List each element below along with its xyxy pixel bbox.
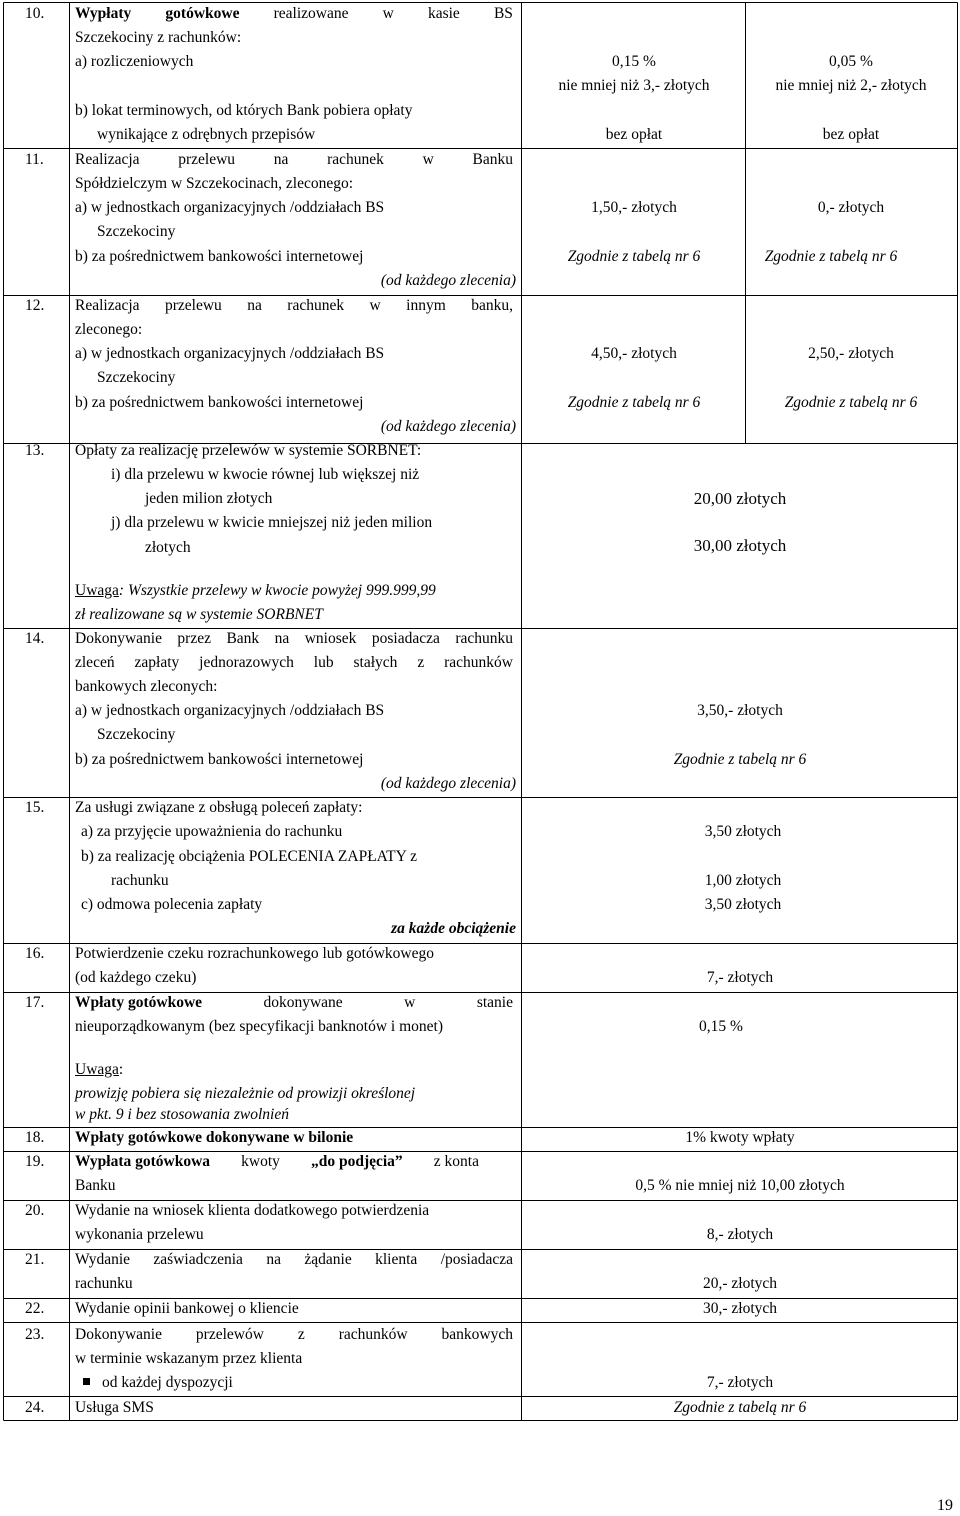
row-number: 12. [25,297,45,314]
fee: 7,- złotych [706,1374,774,1391]
fee: 1,00 złotych [704,872,782,889]
row-number: 11. [25,151,44,168]
note-text: : Wszystkie przelewy w kwocie powyżej 999.999,99 [118,582,436,599]
row-title-line [75,994,513,1012]
row-note-cont: zł realizowane są w systemie SORBNET [75,606,323,623]
row-title-line: rachunku [75,1275,133,1292]
row-title-line: Wpłaty gotówkowe dokonywane w bilonie [75,1129,354,1146]
word: BS [493,5,513,22]
row-number: 14. [25,630,45,647]
fee: 0,15 % [699,1018,743,1035]
row-number: 19. [25,1153,45,1170]
row-title-line: Szczekociny z rachunków: [75,29,242,46]
row-note [75,1061,123,1079]
row-note [75,582,436,600]
item-b: b) za pośrednictwem bankowości internetowej [75,394,364,411]
row-number: 21. [25,1251,45,1268]
row-title-line: nieuporządkowanym (bez specyfikacji banknotów i monet) [75,1018,444,1035]
fee-col1: 0,15 % [612,53,656,70]
item-b: b) za pośrednictwem bankowości internetowej [75,751,364,768]
fee-col1: 1,50,- złotych [591,199,677,216]
fee-col2: nie mniej niż 2,- złotych [775,77,927,94]
row-title-line: Wydanie opinii bankowej o kliencie [75,1300,299,1317]
row-title-line: Opłaty za realizację przelewów w systemie SORBNET: [75,442,422,459]
bullet-text: od każdej dyspozycji [102,1374,233,1391]
row-title-line: wykonania przelewu [75,1226,204,1243]
item-a-cont: Szczekociny [97,223,176,240]
fee-col2: 0,- złotych [817,199,885,216]
fee-col1: bez opłat [605,126,663,143]
fee-col1: nie mniej niż 3,- złotych [558,77,710,94]
fee-table [3,2,958,1421]
row-note: (od każdego zlecenia) [380,272,516,289]
note-colon: : [118,1061,124,1078]
fee-col2: bez opłat [822,126,880,143]
word: gotówkowe [165,5,240,22]
item-a: a) w jednostkach organizacyjnych /oddziałach BS [75,345,385,362]
row-title-line: bankowych zleconych: [75,678,218,695]
row-note: (od każdego zlecenia) [380,418,516,435]
word: Wypłaty [75,5,132,22]
fee: Zgodnie z tabelą nr 6 [673,1399,807,1416]
phrase: z konta [433,1153,479,1170]
fee-col2: 2,50,- złotych [808,345,894,362]
row-title-line: Potwierdzenie czeku rozrachunkowego lub gotówkowego [75,945,434,962]
word: stanie [476,994,513,1011]
row-number: 10. [25,5,45,22]
fee-col1: 4,50,- złotych [591,345,677,362]
fee-col2: Zgodnie z tabelą nr 6 [784,394,918,411]
phrase: „do podjęcia” [310,1153,403,1170]
row-number: 18. [25,1129,45,1146]
row-title-line [75,1153,479,1171]
row-number: 16. [25,945,45,962]
fee: 30,- złotych [702,1300,778,1317]
row-number: 22. [25,1300,45,1317]
row-number: 15. [25,799,45,816]
row-title-line: w terminie wskazanym przez klienta [75,1350,303,1367]
row-number: 13. [25,442,45,459]
item-a: a) rozliczeniowych [75,53,194,70]
word: dokonywane [263,994,343,1011]
row-title-line: Banku [75,1177,116,1194]
item-a-cont: Szczekociny [97,369,176,386]
row-title-line [75,5,513,23]
item-b: b) lokat terminowych, od których Bank pobiera opłaty [75,102,413,119]
item-a: a) w jednostkach organizacyjnych /oddziałach BS [75,702,385,719]
row-number: 23. [25,1326,45,1343]
row-title-line: Za usługi związane z obsługą poleceń zapłaty: [75,799,363,816]
item-b-cont: wynikające z odrębnych przepisów [97,126,316,143]
fee-col1: Zgodnie z tabelą nr 6 [567,394,701,411]
item-i-cont: jeden milion złotych [145,490,273,507]
item-j-cont: złotych [145,539,191,556]
note-label: Uwaga [75,582,119,599]
fee: 0,5 % nie mniej niż 10,00 złotych [635,1177,845,1194]
item-b: b) za pośrednictwem bankowości internetowej [75,248,364,265]
row-title-line: (od każdego czeku) [75,969,197,986]
fee: 1% kwoty wpłaty [685,1129,795,1146]
row-title-line: Wydanie zaświadczenia na żądanie klienta /posiadacza [75,1251,513,1268]
word: w [382,5,394,22]
item-a: a) w jednostkach organizacyjnych /oddziałach BS [75,199,385,216]
note-label: Uwaga [75,1061,119,1078]
row-note: za każde obciążenie [391,920,516,937]
row-title-line: Wydanie na wniosek klienta dodatkowego potwierdzenia [75,1202,430,1219]
word: w [404,994,416,1011]
page-number: 19 [937,1497,953,1514]
phrase: Wypłata gotówkowa [75,1153,211,1170]
item-a: a) za przyjęcie upoważnienia do rachunku [81,823,343,840]
row-title-line: Realizacja przelewu na rachunek w Banku [75,151,513,168]
row-title-line: Spółdzielczym w Szczekocinach, zleconego: [75,175,354,192]
item-j: j) dla przelewu w kwicie mniejszej niż jeden milion [111,514,433,531]
row-number: 24. [25,1399,45,1416]
phrase: Wpłaty gotówkowe [75,994,203,1011]
row-note: (od każdego zlecenia) [380,775,516,792]
fee: 3,50 złotych [704,823,782,840]
bullet-icon [83,1378,90,1385]
fee: 3,50,- złotych [697,702,783,719]
row-number: 17. [25,994,45,1011]
fee: 30,00 złotych [693,536,787,555]
item-i: i) dla przelewu w kwocie równej lub większej niż [111,466,420,483]
word: kwoty [241,1153,280,1170]
fee: 8,- złotych [706,1226,774,1243]
bullet-item [83,1374,233,1392]
row-title-line: zleceń zapłaty jednorazowych lub stałych z rachunków [75,654,513,671]
fee: 7,- złotych [706,969,774,986]
fee: 20,00 złotych [693,489,787,508]
row-title-line: Dokonywanie przelewów z rachunków bankowych [75,1326,513,1343]
item-b: b) za realizację obciążenia POLECENIA ZAPŁATY z [81,848,417,865]
row-title-line: zleconego: [75,321,143,338]
fee-col2: 0,05 % [829,53,873,70]
row-note-text: prowizję pobiera się niezależnie od prowizji określonej [75,1085,416,1102]
fee: 20,- złotych [702,1275,778,1292]
fee: Zgodnie z tabelą nr 6 [673,751,807,768]
row-title-line: Usługa SMS [75,1399,154,1416]
item-a-cont: Szczekociny [97,726,176,743]
item-c: c) odmowa polecenia zapłaty [81,896,263,913]
word: kasie [427,5,460,22]
fee: 3,50 złotych [704,896,782,913]
row-note-text: w pkt. 9 i bez stosowania zwolnień [75,1106,289,1123]
item-b-cont: rachunku [111,872,169,889]
row-title-line: Realizacja przelewu na rachunek w innym banku, [75,297,513,314]
fee-col2: Zgodnie z tabelą nr 6 [764,248,898,265]
row-title-line: Dokonywanie przez Bank na wniosek posiadacza rachunku [75,630,513,647]
fee-col1: Zgodnie z tabelą nr 6 [567,248,701,265]
row-number: 20. [25,1202,45,1219]
word: realizowane [273,5,349,22]
